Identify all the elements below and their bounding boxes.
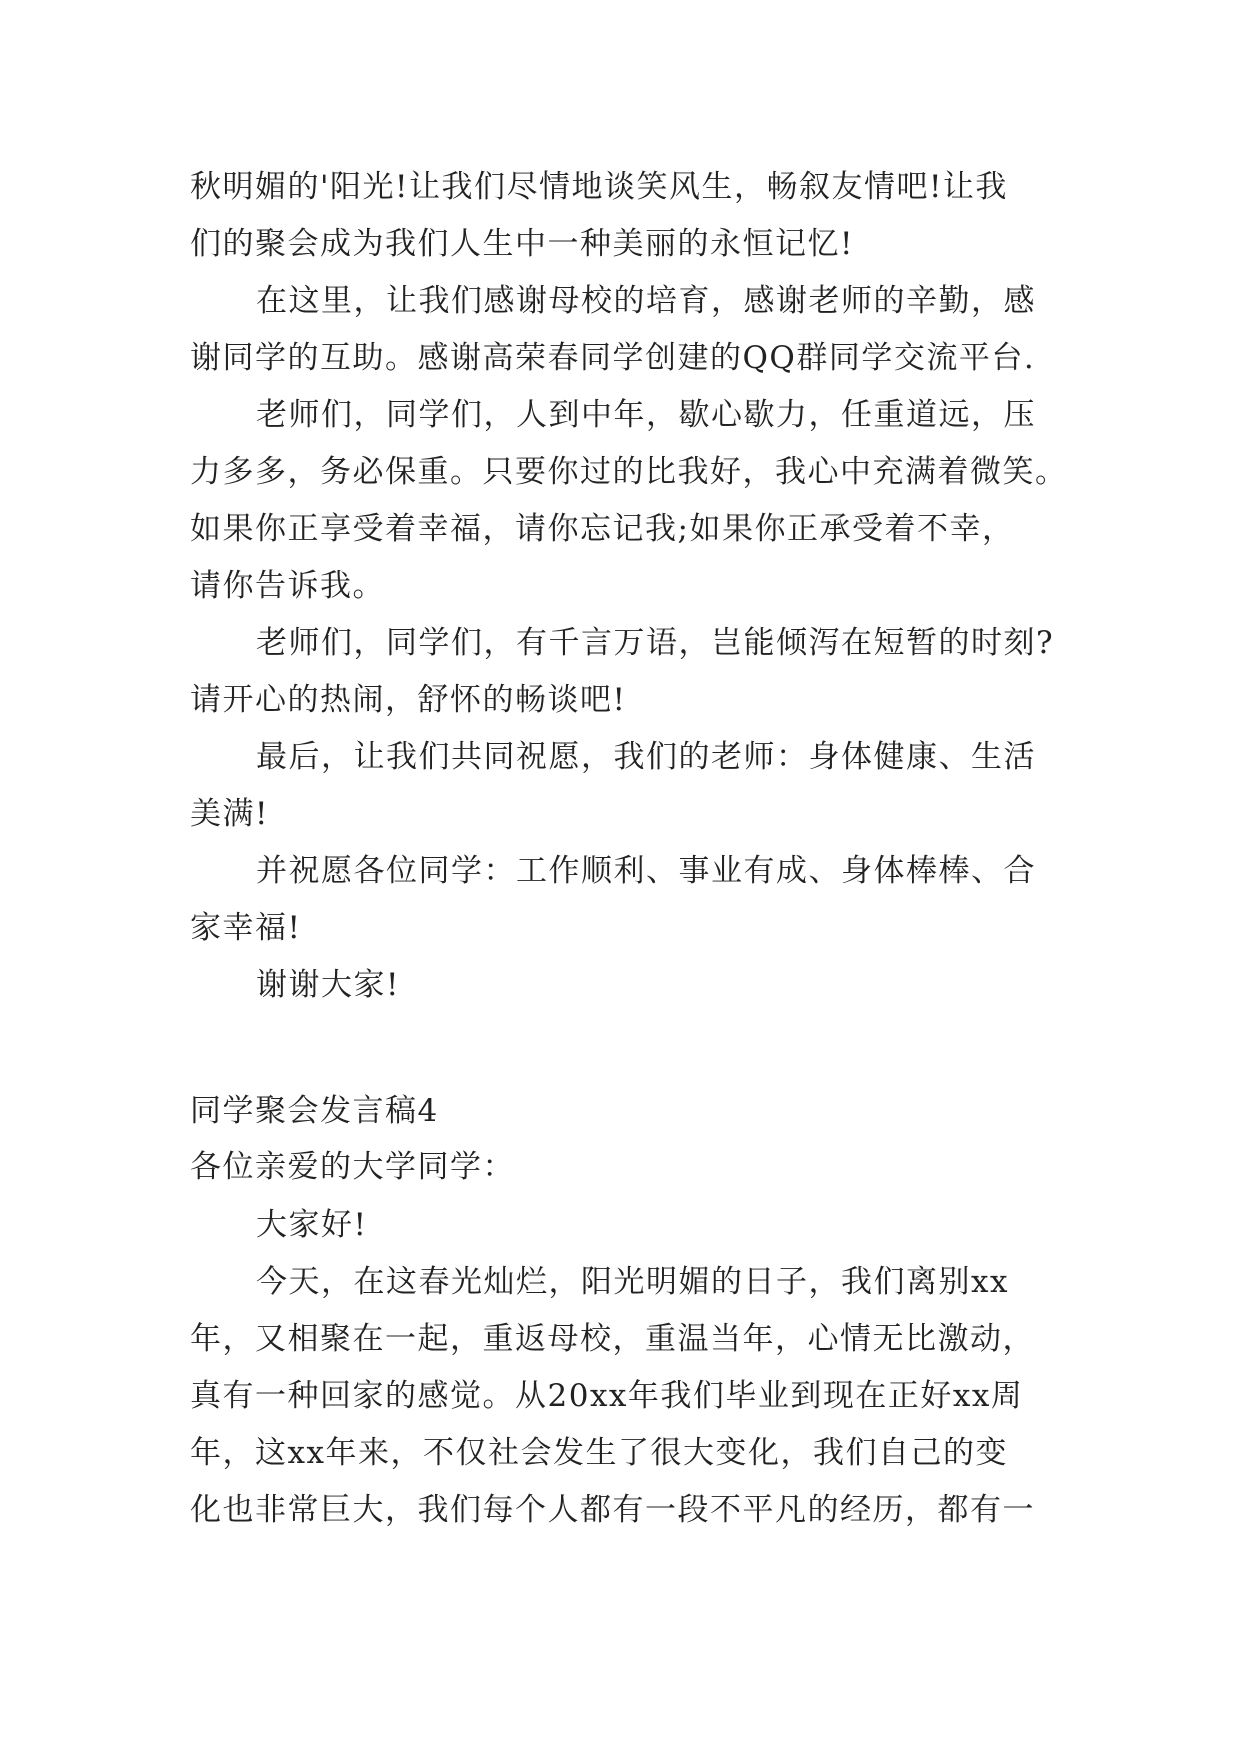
paragraph-line: 在这里，让我们感谢母校的培育，感谢老师的辛勤，感	[256, 283, 1036, 319]
paragraph-line: 谢同学的互助。感谢高荣春同学创建的QQ群同学交流平台.	[190, 340, 1036, 376]
paragraph-line: 美满!	[190, 796, 269, 832]
section-title: 同学聚会发言稿4	[190, 1093, 439, 1129]
paragraph-line: 力多多，务必保重。只要你过的比我好，我心中充满着微笑。	[190, 454, 1068, 490]
paragraph-line: 家幸福!	[190, 910, 302, 946]
salutation: 各位亲爱的大学同学：	[190, 1149, 515, 1185]
paragraph-line: 老师们，同学们，有千言万语，岂能倾泻在短暂的时刻?	[256, 625, 1055, 661]
paragraph-line: 秋明媚的'阳光!让我们尽情地谈笑风生，畅叙友情吧!让我	[190, 169, 1008, 205]
paragraph-line: 今天，在这春光灿烂，阳光明媚的日子，我们离别xx	[256, 1264, 1009, 1300]
paragraph-line: 年，又相聚在一起，重返母校，重温当年，心情无比激动，	[190, 1321, 1035, 1357]
paragraph-line: 最后，让我们共同祝愿，我们的老师：身体健康、生活	[256, 739, 1036, 775]
paragraph-line: 谢谢大家!	[256, 967, 400, 1003]
paragraph-line: 年，这xx年来，不仅社会发生了很大变化，我们自己的变	[190, 1435, 1008, 1471]
paragraph-line: 如果你正享受着幸福，请你忘记我;如果你正承受着不幸，	[190, 511, 1015, 547]
paragraph-line: 请你告诉我。	[190, 568, 385, 604]
paragraph-line: 大家好!	[256, 1207, 368, 1243]
paragraph-line: 们的聚会成为我们人生中一种美丽的永恒记忆!	[190, 226, 854, 262]
paragraph-line: 化也非常巨大，我们每个人都有一段不平凡的经历，都有一	[190, 1492, 1035, 1528]
paragraph-line: 真有一种回家的感觉。从20xx年我们毕业到现在正好xx周	[190, 1378, 1024, 1414]
paragraph-line: 请开心的热闹，舒怀的畅谈吧!	[190, 682, 627, 718]
paragraph-line: 并祝愿各位同学：工作顺利、事业有成、身体棒棒、合	[256, 853, 1036, 889]
paragraph-line: 老师们，同学们，人到中年，歇心歇力，任重道远，压	[256, 397, 1036, 433]
